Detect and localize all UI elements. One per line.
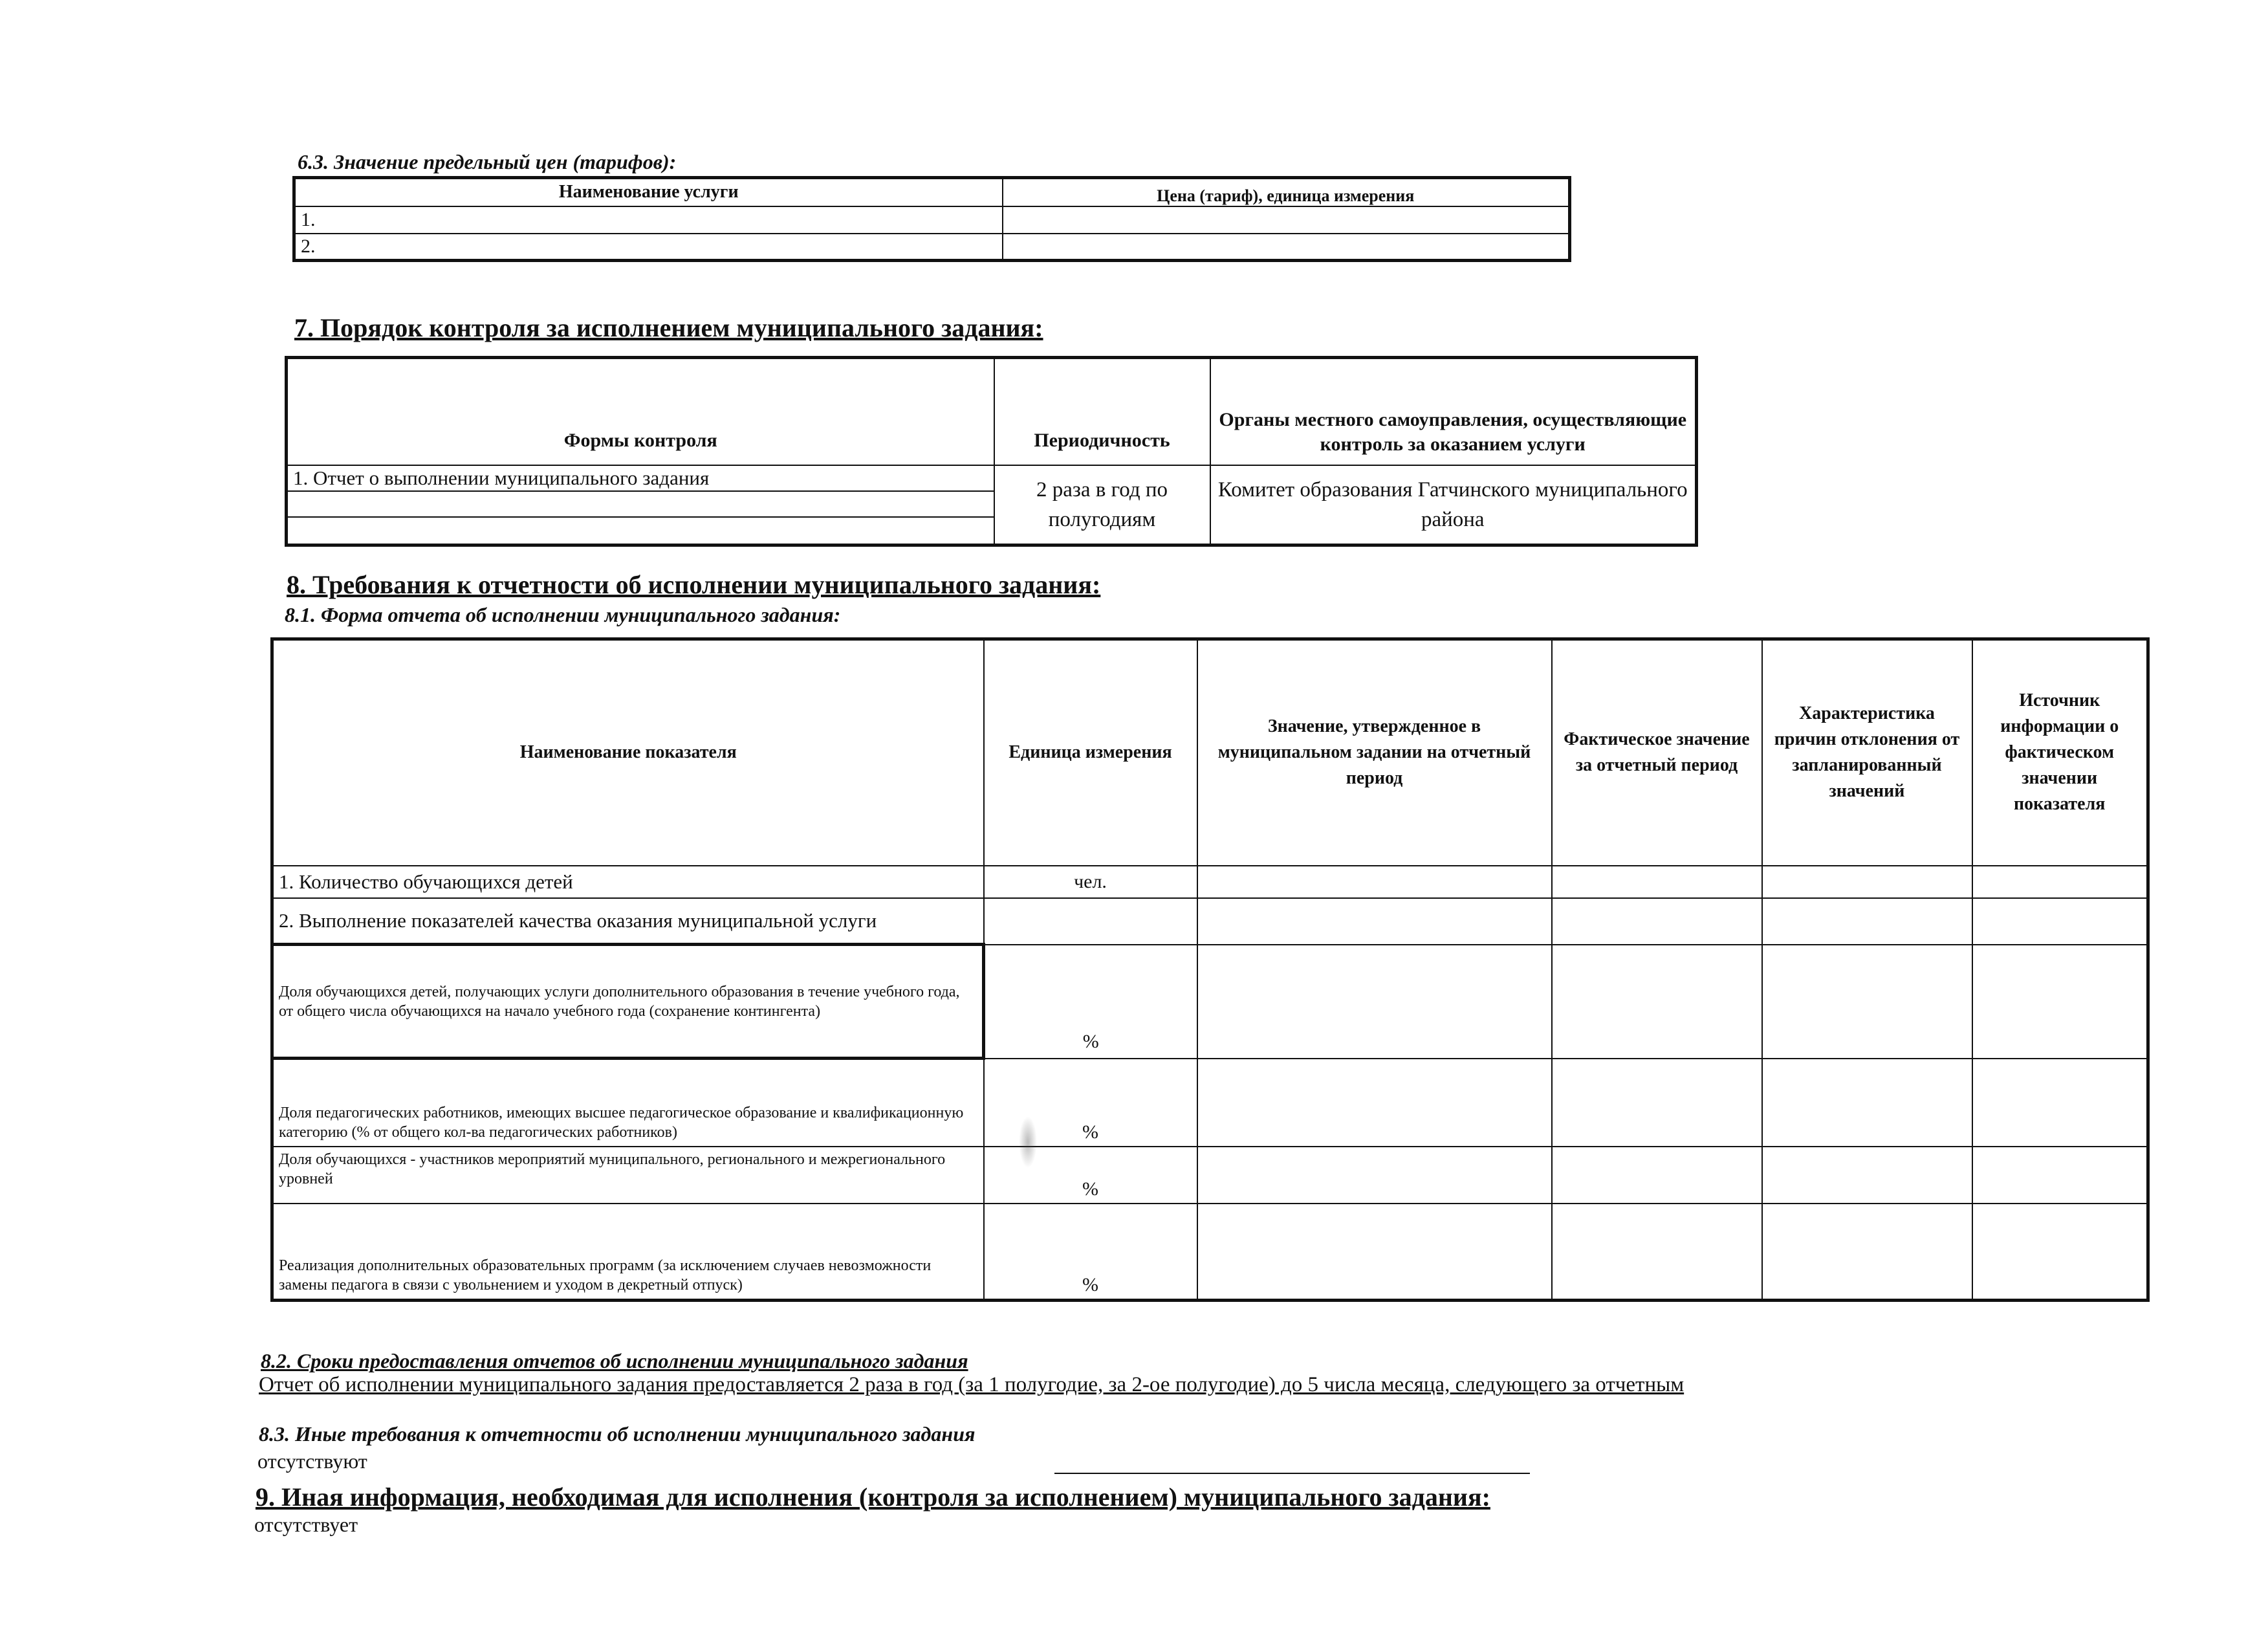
report-row-2-name: 2. Выполнение показателей качества оказания муниципальной услуги bbox=[272, 898, 984, 945]
tariff-row-2: 2. bbox=[294, 234, 1003, 261]
control-row-3-form bbox=[287, 517, 994, 545]
report-row-3-source bbox=[1972, 945, 2148, 1059]
report-header-deviation: Характеристика причин отклонения от запланированный значений bbox=[1762, 639, 1972, 866]
tariff-row-1-price bbox=[1003, 206, 1570, 234]
report-row-6-unit: % bbox=[984, 1204, 1197, 1301]
report-row-4-actual bbox=[1552, 1059, 1762, 1147]
report-row-3-deviation bbox=[1762, 945, 1972, 1059]
tariff-table bbox=[292, 176, 1571, 262]
report-row-5-actual bbox=[1552, 1147, 1762, 1204]
control-header-forms: Формы контроля bbox=[287, 358, 994, 465]
report-row-1-approved bbox=[1197, 866, 1552, 898]
report-row-3-unit: % bbox=[984, 945, 1197, 1059]
report-row-3-actual bbox=[1552, 945, 1762, 1059]
section-8-2-title: 8.2. Сроки предоставления отчетов об исполнении муниципального задания bbox=[261, 1349, 968, 1372]
report-row-1-name: 1. Количество обучающихся детей bbox=[272, 866, 984, 898]
section-8-title: 8. Требования к отчетности об исполнении муниципального задания: bbox=[287, 570, 1101, 599]
tariff-row-2-price bbox=[1003, 234, 1570, 261]
control-header-organs: Органы местного самоуправления, осуществляющие контроль за оказанием услуги bbox=[1210, 358, 1697, 465]
section-7-title: 7. Порядок контроля за исполнением муниципального задания: bbox=[294, 313, 1043, 342]
report-row-2-approved bbox=[1197, 898, 1552, 945]
report-row-2-source bbox=[1972, 898, 2148, 945]
report-row-5-approved bbox=[1197, 1147, 1552, 1204]
report-row-4-deviation bbox=[1762, 1059, 1972, 1147]
report-row-6-source bbox=[1972, 1204, 2148, 1301]
control-organ-value: Комитет образования Гатчинского муниципального района bbox=[1210, 465, 1697, 545]
control-row-1-form: 1. Отчет о выполнении муниципального задания bbox=[287, 465, 994, 491]
report-row-4-name: Доля педагогических работников, имеющих высшее педагогическое образование и квалификационную категорию (% от общего кол-ва педагогических работников) bbox=[272, 1059, 984, 1147]
report-row-6-approved bbox=[1197, 1204, 1552, 1301]
report-row-5-unit: % bbox=[984, 1147, 1197, 1204]
section-8-3-blank-line bbox=[1054, 1473, 1530, 1474]
report-row-6-actual bbox=[1552, 1204, 1762, 1301]
report-header-name: Наименование показателя bbox=[272, 639, 984, 866]
control-header-period: Периодичность bbox=[994, 358, 1210, 465]
report-row-1-unit: чел. bbox=[984, 866, 1197, 898]
report-row-6-name: Реализация дополнительных образовательных программ (за исключением случаев невозможности замены педагога в связи с увольнением и уходом в декретный отпуск) bbox=[272, 1204, 984, 1301]
report-row-1-source bbox=[1972, 866, 2148, 898]
report-header-approved: Значение, утвержденное в муниципальном задании на отчетный период bbox=[1197, 639, 1552, 866]
section-8-3-text: отсутствуют bbox=[257, 1449, 367, 1473]
report-header-actual: Фактическое значение за отчетный период bbox=[1552, 639, 1762, 866]
section-9-text: отсутствует bbox=[254, 1513, 358, 1536]
report-row-5-deviation bbox=[1762, 1147, 1972, 1204]
report-row-2-actual bbox=[1552, 898, 1762, 945]
tariff-row-1: 1. bbox=[294, 206, 1003, 234]
report-row-6-deviation bbox=[1762, 1204, 1972, 1301]
report-table bbox=[270, 637, 2150, 1302]
report-row-3-approved bbox=[1197, 945, 1552, 1059]
section-8-3-title: 8.3. Иные требования к отчетности об исполнении муниципального задания bbox=[259, 1422, 976, 1446]
report-row-1-deviation bbox=[1762, 866, 1972, 898]
report-row-5-name: Доля обучающихся - участников мероприятий муниципального, регионального и межрегионального уровней bbox=[272, 1147, 984, 1204]
section-8-1-title: 8.1. Форма отчета об исполнении муниципального задания: bbox=[285, 603, 841, 626]
report-row-5-source bbox=[1972, 1147, 2148, 1204]
scan-smudge bbox=[1019, 1116, 1037, 1168]
report-row-4-unit: % bbox=[984, 1059, 1197, 1147]
report-row-4-approved bbox=[1197, 1059, 1552, 1147]
report-row-3-name: Доля обучающихся детей, получающих услуги дополнительного образования в течение учебного года, от общего числа обучающихся на начало учебного года (сохранение контингента) bbox=[272, 945, 984, 1059]
control-table bbox=[285, 356, 1698, 547]
report-row-1-actual bbox=[1552, 866, 1762, 898]
section-9-title: 9. Иная информация, необходимая для исполнения (контроля за исполнением) муниципального задания: bbox=[256, 1482, 1490, 1512]
tariff-header-price: Цена (тариф), единица измерения bbox=[1003, 178, 1570, 206]
control-period-value: 2 раза в год по полугодиям bbox=[994, 465, 1210, 545]
report-row-4-source bbox=[1972, 1059, 2148, 1147]
report-header-source: Источник информации о фактическом значении показателя bbox=[1972, 639, 2148, 866]
section-6-3-title: 6.3. Значение предельный цен (тарифов): bbox=[298, 150, 677, 173]
report-row-2-deviation bbox=[1762, 898, 1972, 945]
report-row-2-unit bbox=[984, 898, 1197, 945]
report-header-unit: Единица измерения bbox=[984, 639, 1197, 866]
tariff-header-service: Наименование услуги bbox=[294, 178, 1003, 206]
section-8-2-text: Отчет об исполнении муниципального задания предоставляется 2 раза в год (за 1 полугодие, за 2-ое полугодие) до 5 числа месяца, следующего за отчетным bbox=[259, 1373, 1685, 1396]
control-row-2-form bbox=[287, 491, 994, 517]
